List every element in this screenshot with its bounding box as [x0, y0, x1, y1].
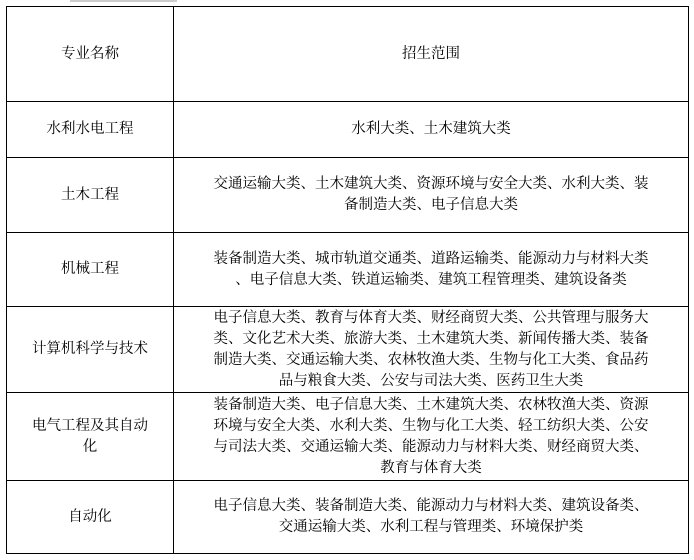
scope-text-line: 备制造大类、电子信息大类	[344, 197, 518, 213]
scope-text-line: 、电子信息大类、铁道运输类、建筑工程管理类、建筑设备类	[235, 271, 627, 288]
major-text-line: 计算机科学与技术	[32, 341, 148, 357]
major-cell	[7, 102, 174, 158]
major-cell	[7, 307, 174, 393]
table-row	[7, 307, 689, 393]
scope-text-line: 品与粮食大类、公安与司法大类、医药卫生大类	[278, 372, 584, 389]
scope-text-line: 制造大类、交通运输大类、农林牧渔大类、生物与化工大类、食品药	[213, 351, 649, 368]
scope-cell	[174, 102, 689, 158]
header-major-name: 专业名称	[7, 7, 174, 102]
scope-cell	[174, 307, 689, 393]
table-header-row	[7, 7, 689, 102]
major-cell	[7, 393, 174, 481]
major-text-line: 土木工程	[61, 186, 119, 203]
scope-text-line: 电子信息大类、教育与体育大类、财经商贸大类、公共管理与服务大	[213, 309, 649, 326]
scope-cell	[174, 393, 689, 481]
table-row	[7, 233, 689, 307]
major-text-line: 化	[82, 438, 98, 455]
table-row	[7, 393, 689, 481]
scope-text-line: 类、文化艺术大类、旅游大类、土木建筑大类、新闻传播大类、装备	[213, 330, 649, 347]
table-row	[7, 481, 689, 554]
scope-text-line: 水利大类、土木建筑大类	[351, 121, 511, 137]
scope-text-line: 环境与安全大类、水利大类、生物与化工大类、轻工纺织大类、公安	[213, 417, 649, 434]
scope-text-line: 交通运输大类、土木建筑大类、资源环境与安全大类、水利大类、装	[213, 176, 649, 192]
scope-text-line: 与司法大类、交通运输大类、能源动力与材料大类、财经商贸大类、	[213, 438, 649, 455]
scope-cell	[174, 233, 689, 307]
table-row	[7, 158, 689, 233]
major-cell	[7, 481, 174, 554]
header-scope: 招生范围	[174, 7, 689, 102]
major-cell	[7, 233, 174, 307]
enrollment-table	[6, 6, 689, 554]
major-text-line: 水利水电工程	[46, 121, 134, 137]
top-gray-bar	[70, 0, 177, 2]
scope-text-line: 交通运输大类、水利工程与管理类、环境保护类	[278, 519, 584, 535]
major-text-line: 电气工程及其自动	[32, 417, 148, 434]
scope-text-line: 教育与体育大类	[380, 459, 482, 476]
scope-text-line: 装备制造大类、城市轨道交通类、道路运输类、能源动力与材料大类	[213, 250, 649, 267]
major-text-line: 机械工程	[61, 261, 119, 277]
major-text-line: 自动化	[68, 508, 112, 525]
scope-cell	[174, 158, 689, 233]
major-cell	[7, 158, 174, 233]
table-row	[7, 102, 689, 158]
scope-text-line: 电子信息大类、装备制造大类、能源动力与材料大类、建筑设备类、	[213, 498, 649, 514]
scope-cell	[174, 481, 689, 554]
scope-text-line: 装备制造大类、电子信息大类、土木建筑大类、农林牧渔大类、资源	[213, 396, 649, 413]
